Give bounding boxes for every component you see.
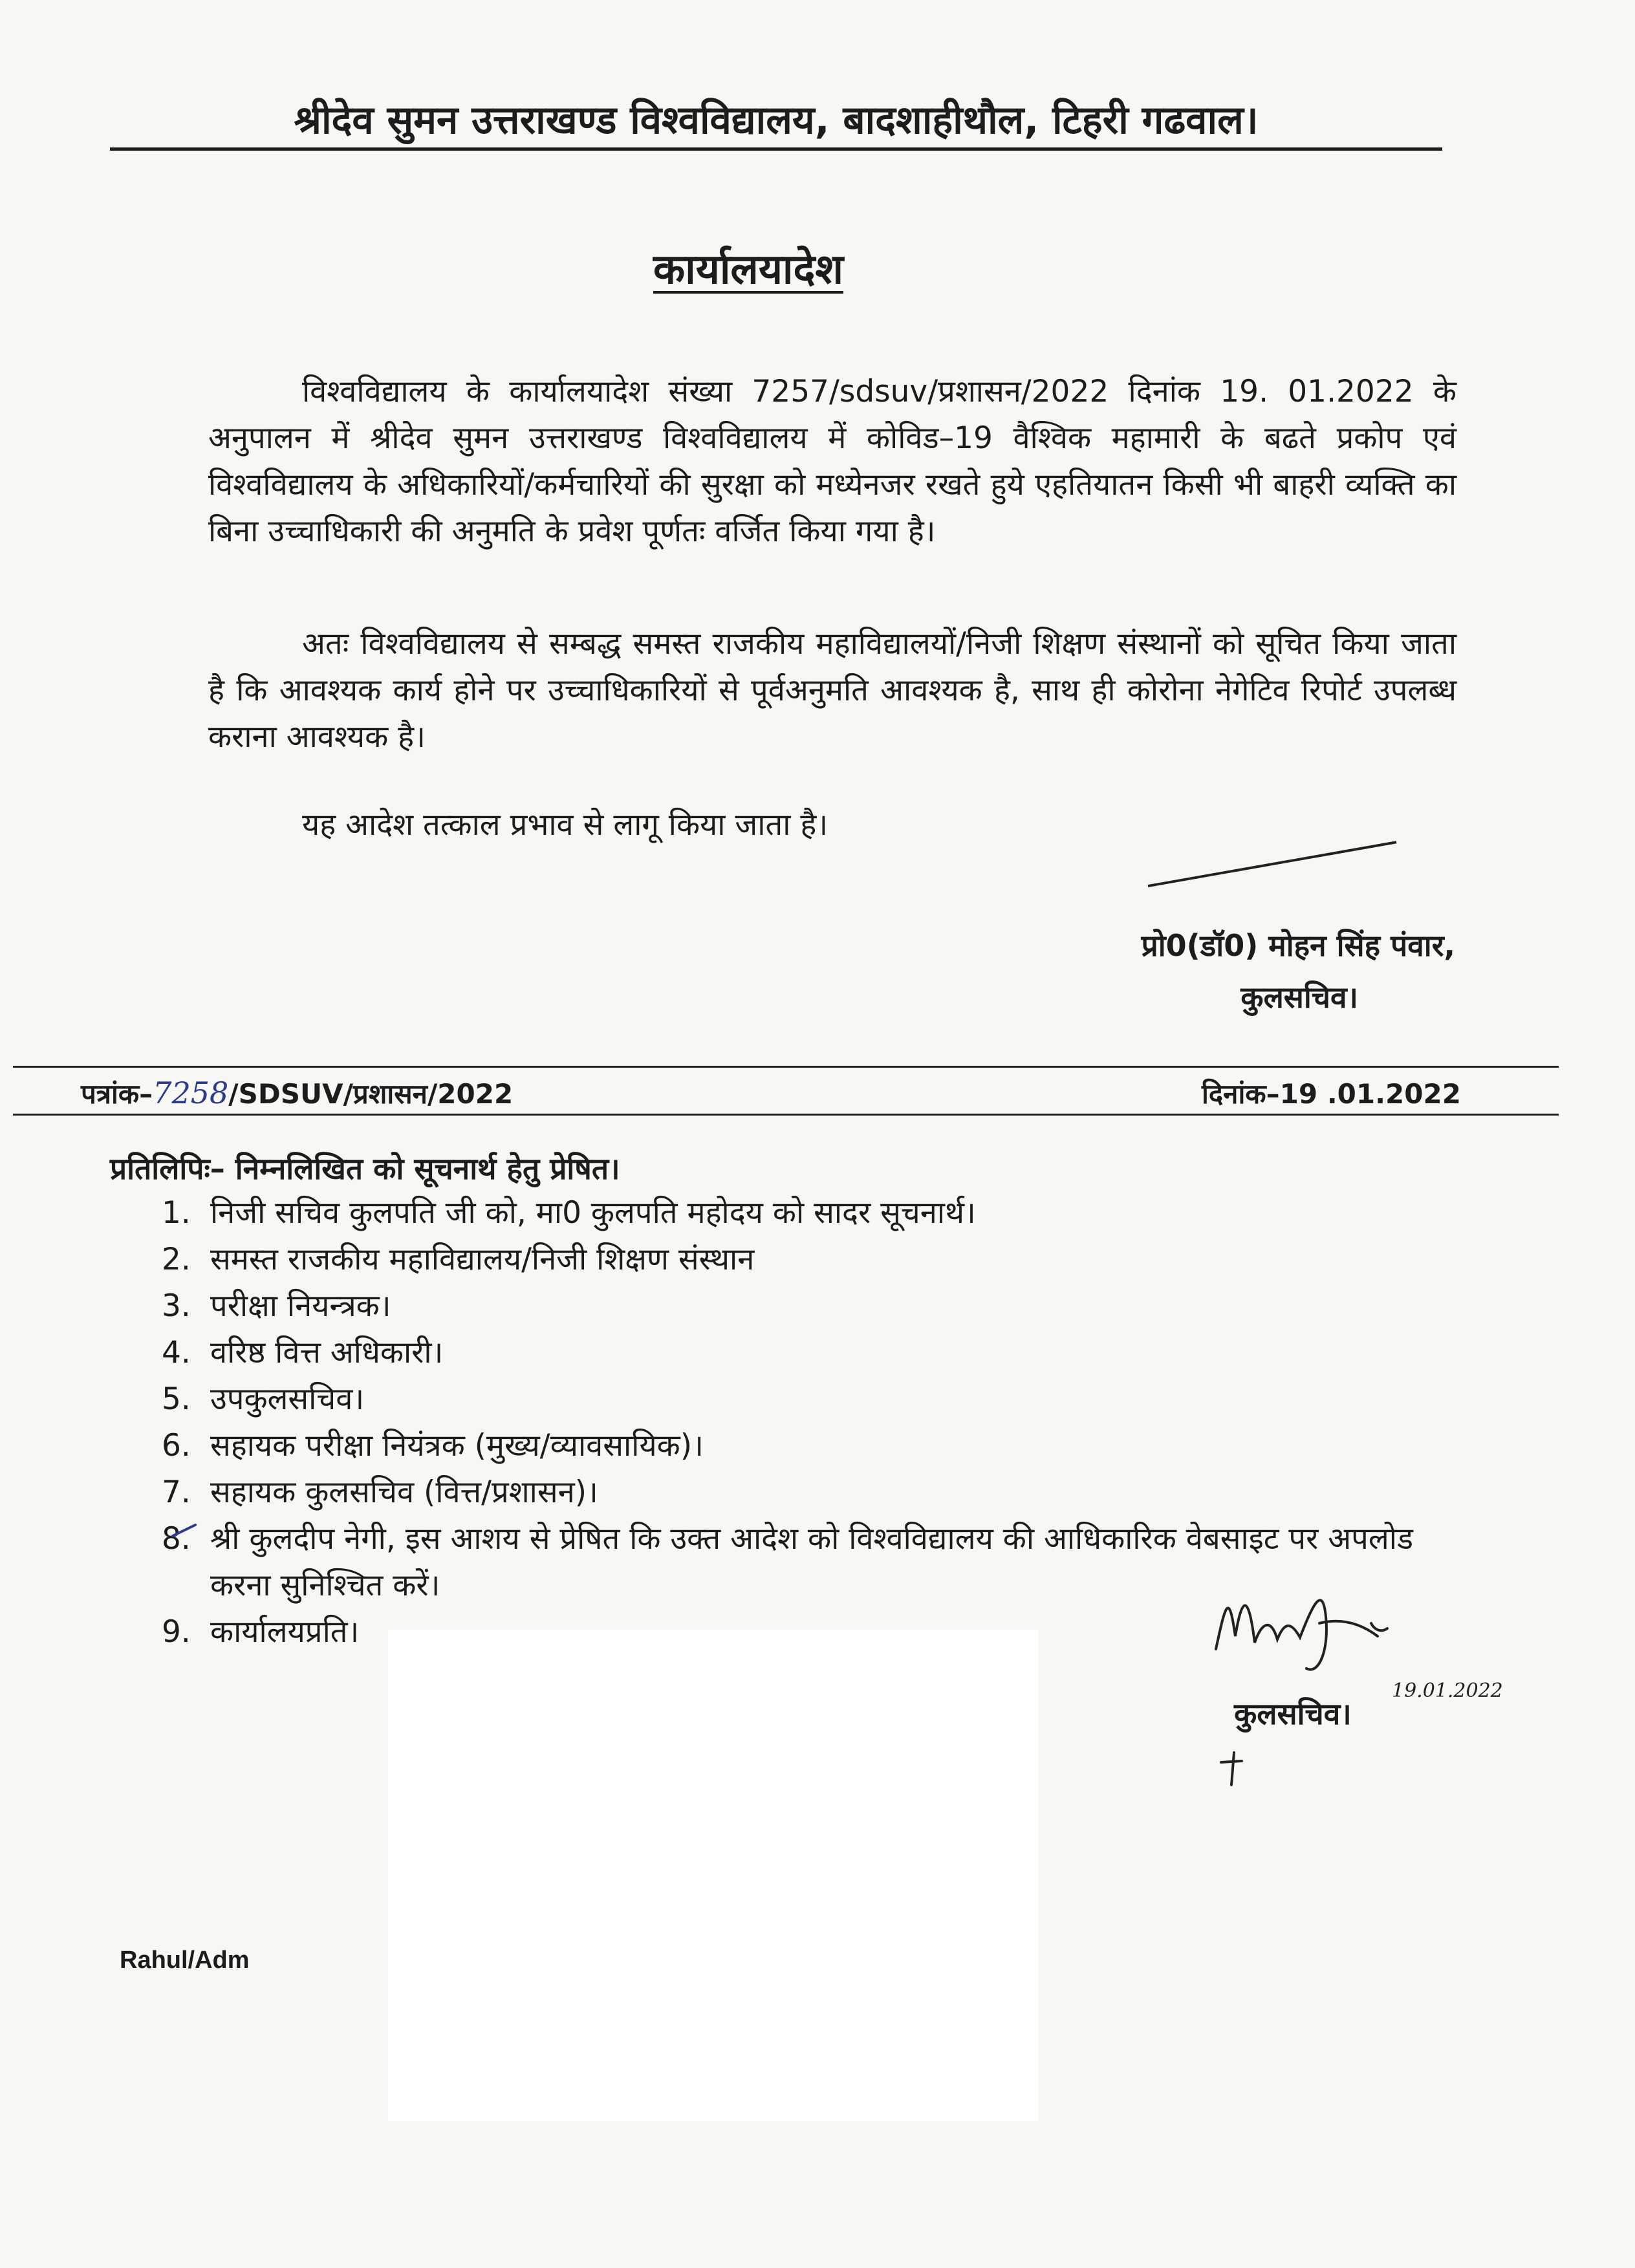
list-item: 6. सहायक परीक्षा नियंत्रक (मुख्य/व्यावसायिक)। — [162, 1428, 704, 1463]
handwritten-signature — [1209, 1578, 1455, 1688]
order-paragraph-1: विश्वविद्यालय के कार्यालयादेश संख्या 7257/sdsuv/प्रशासन/2022 दिनांक 19. 01.2022 के अनुपालन में श्रीदेव सुमन उत्तराखण्ड विश्वविद्यालय में कोविड–19 वैश्विक महामारी के बढते प्रकोप एवं विश्वविद्यालय के अधिकारियों/कर्मचारियों की सुरक्षा को मध्येनजर रखते हुये एहतियातन किसी भी बाहरी व्यक्ति का बिना उच्चाधिकारी की अनुमति के प्रवेश पूर्णतः वर्जित किया गया है। — [208, 374, 1456, 549]
list-item: 3. परीक्षा नियन्त्रक। — [162, 1288, 391, 1324]
handwritten-date: 19.01.2022 — [1392, 1679, 1503, 1702]
list-item: 7. सहायक कुलसचिव (वित्त/प्रशासन)। — [162, 1474, 598, 1510]
list-item: 4. वरिष्ठ वित्त अधिकारी। — [162, 1335, 444, 1370]
list-item: 2. समस्त राजकीय महाविद्यालय/निजी शिक्षण संस्थान — [162, 1242, 755, 1277]
signatory-name: प्रो0(डॉ0) मोहन सिंह पंवार, — [1141, 928, 1455, 963]
handwritten-mark — [169, 1520, 205, 1539]
handwritten-tick-mark — [1216, 1749, 1248, 1788]
signatory-title: कुलसचिव। — [1240, 980, 1358, 1015]
closing-title: कुलसचिव। — [1234, 1696, 1352, 1731]
reference-number — [81, 1075, 513, 1112]
order-title: कार्यालयादेश — [653, 246, 844, 294]
list-item: 9. कार्यालयप्रति। — [162, 1614, 360, 1650]
order-paragraph-2: अतः विश्वविद्यालय से सम्बद्ध समस्त राजकीय महाविद्यालयों/निजी शिक्षण संस्थानों को सूचित किया जाता है कि आवश्यक कार्य होने पर उच्चाधिकारियों से पूर्वअनुमति आवश्यक है, साथ ही कोरोना नेगेटिव रिपोर्ट उपलब्ध कराना आवश्यक है। — [208, 626, 1456, 755]
order-paragraph-3: यह आदेश तत्काल प्रभाव से लागू किया जाता है। — [302, 807, 828, 843]
divider-top — [13, 1066, 1559, 1068]
copy-heading: प्रतिलिपिः– निम्नलिखित को सूचनार्थ हेतु प्रेषित। — [110, 1151, 620, 1186]
divider-bottom — [13, 1114, 1559, 1116]
list-item: 5. उपकुलसचिव। — [162, 1381, 365, 1417]
university-heading: श्रीदेव सुमन उत्तराखण्ड विश्वविद्यालय, बादशाहीथौल, टिहरी गढवाल। — [110, 97, 1442, 151]
reference-date: दिनांक–19 .01.2022 — [1202, 1078, 1461, 1110]
reference-prefix: पत्रांक– — [81, 1078, 153, 1110]
blank-paper-patch — [388, 1630, 1038, 2121]
reference-handwritten-number: 7258 — [153, 1075, 229, 1110]
reference-suffix: /SDSUV/प्रशासन/2022 — [228, 1078, 514, 1110]
footer-initials: Rahul/Adm — [120, 1947, 250, 1974]
list-item: 8. श्री कुलदीप नेगी, इस आशय से प्रेषित कि उक्त आदेश को विश्वविद्यालय की आधिकारिक वेबसाइट पर अपलोड करना सुनिश्चित करें। — [162, 1521, 1414, 1603]
list-item: 1. निजी सचिव कुलपति जी को, मा0 कुलपति महोदय को सादर सूचनार्थ। — [162, 1195, 976, 1231]
